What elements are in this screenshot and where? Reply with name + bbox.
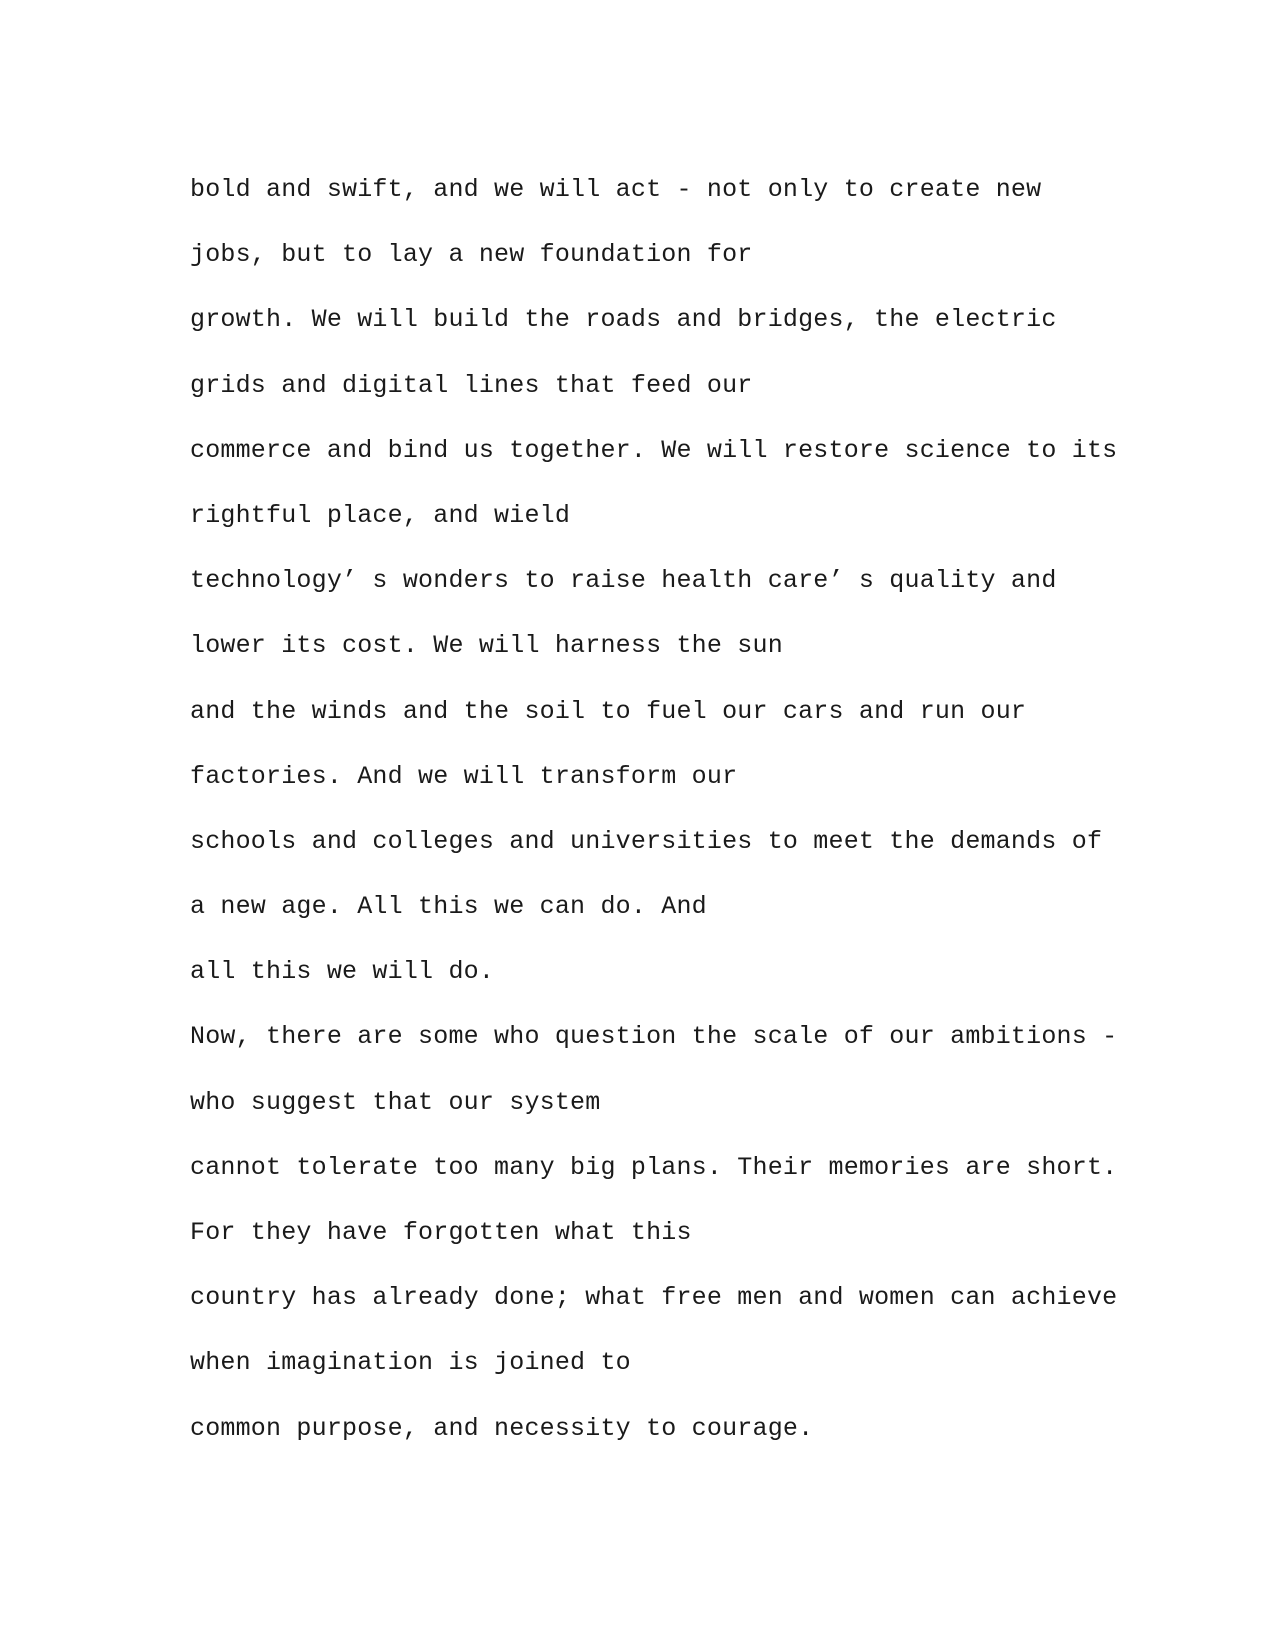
text-line: grids and digital lines that feed our: [190, 370, 753, 400]
text-line: Now, there are some who question the scale of our ambitions -: [190, 1022, 1118, 1052]
text-line: jobs, but to lay a new foundation for: [190, 240, 753, 270]
text-line: lower its cost. We will harness the sun: [190, 631, 783, 661]
text-line: all this we will do.: [190, 957, 495, 987]
text-line: For they have forgotten what this: [190, 1218, 692, 1247]
text-line: commerce and bind us together. We will restore science to its: [190, 435, 1118, 465]
text-line: when imagination is joined to: [190, 1348, 631, 1378]
text-line: bold and swift, and we will act - not only to create new: [190, 175, 1042, 204]
text-line: common purpose, and necessity to courage.: [190, 1413, 814, 1443]
text-line: factories. And we will transform our: [190, 761, 738, 791]
text-line: growth. We will build the roads and bridges, the electric: [190, 305, 1057, 335]
body-text: [190, 160, 1118, 1464]
text-line: schools and colleges and universities to meet the demands of: [190, 826, 1103, 856]
text-line: country has already done; what free men and women can achieve: [190, 1283, 1118, 1313]
text-line: who suggest that our system: [190, 1087, 601, 1117]
text-line: rightful place, and wield: [190, 500, 571, 530]
text-line: a new age. All this we can do. And: [190, 892, 707, 922]
text-line: technology’ s wonders to raise health care’ s quality and: [190, 566, 1057, 596]
text-line: and the winds and the soil to fuel our cars and run our: [190, 696, 1027, 726]
text-line: cannot tolerate too many big plans. Their memories are short.: [190, 1152, 1118, 1182]
